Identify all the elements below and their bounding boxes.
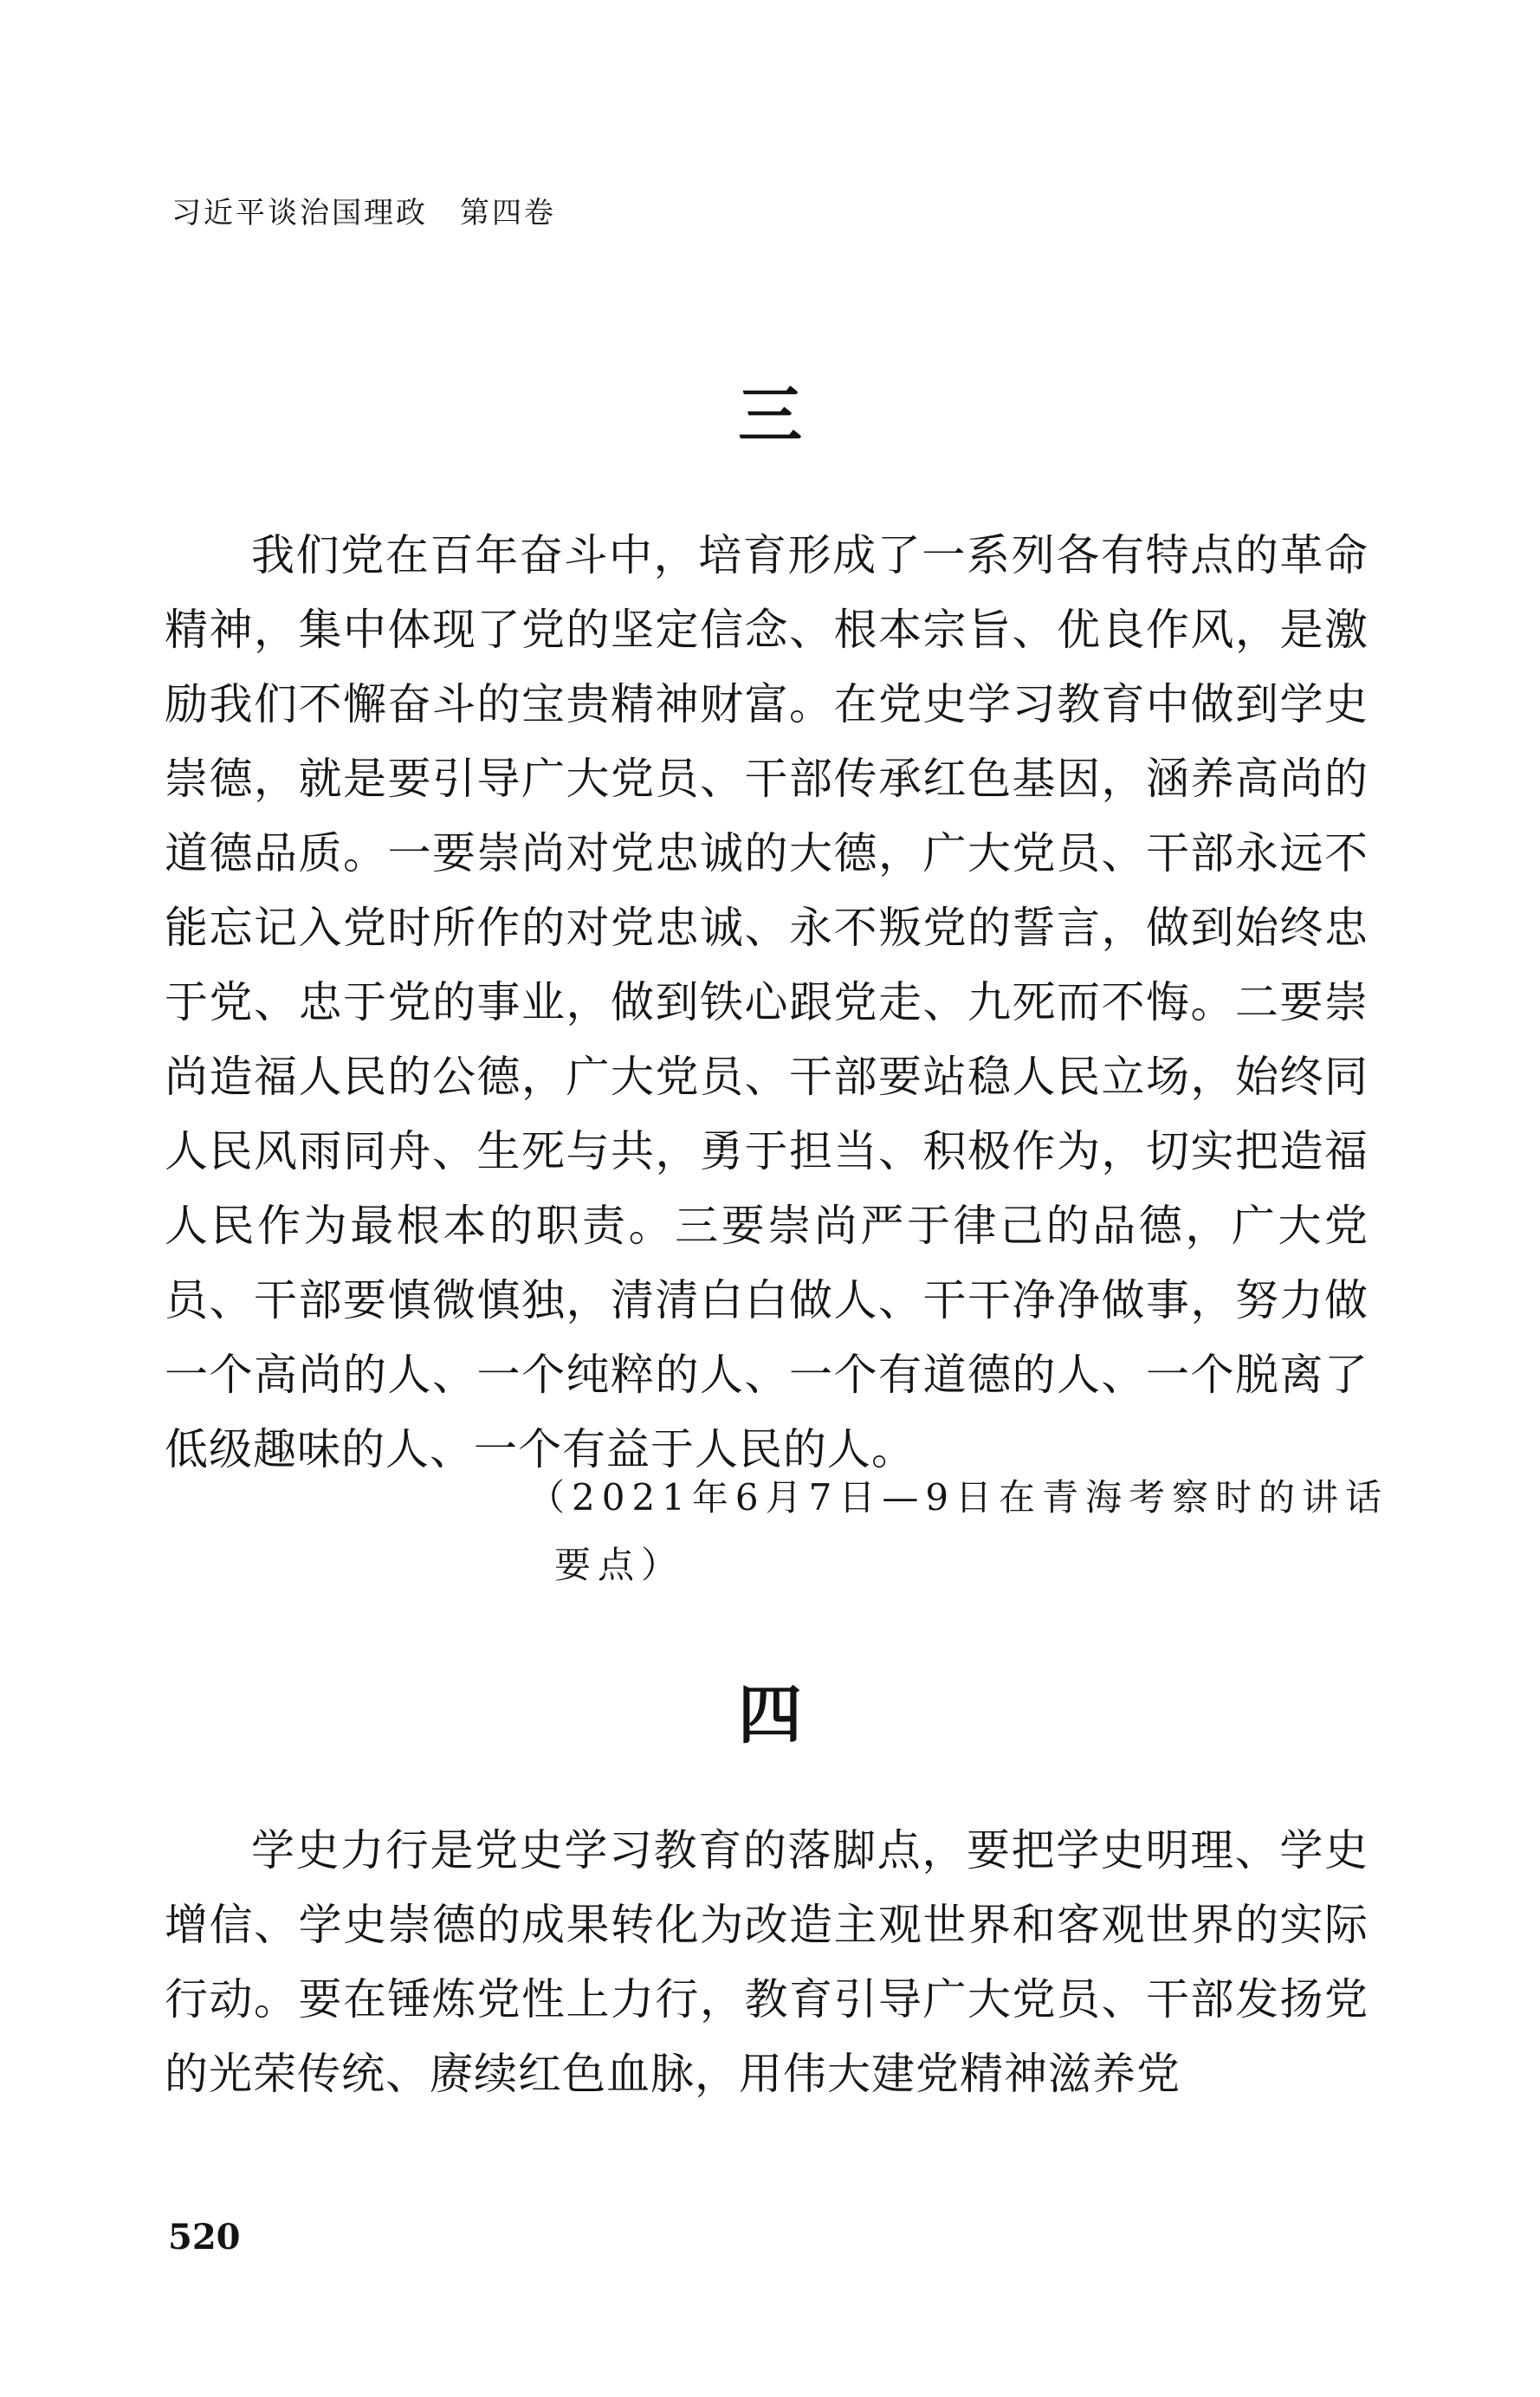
- page-number: 520: [168, 2217, 241, 2258]
- source-note: （2021年6月7日—9日在青海考察时的讲话要点）: [528, 1476, 1389, 1586]
- section-heading-three: 三: [738, 379, 802, 453]
- running-header: 习近平谈治国理政 第四卷: [171, 196, 556, 230]
- section-four-paragraph: 学史力行是党史学习教育的落脚点，要把学史明理、学史增信、学史崇德的成果转化为改造主观世界和客观世界的实际行动。要在锤炼党性上力行，教育引导广大党员、干部发扬党的光荣传统、赓续红色血脉，用伟大建党精神滋养党: [165, 1825, 1369, 2099]
- section-three-paragraph: 我们党在百年奋斗中，培育形成了一系列各有特点的革命精神，集中体现了党的坚定信念、根本宗旨、优良作风，是激励我们不懈奋斗的宝贵精神财富。在党史学习教育中做到学史崇德，就是要引导广大党员、干部传承红色基因，涵养高尚的道德品质。一要崇尚对党忠诚的大德，广大党员、干部永远不能忘记入党时所作的对党忠诚、永不叛党的誓言，做到始终忠于党、忠于党的事业，做到铁心跟党走、九死而不悔。二要崇尚造福人民的公德，广大党员、干部要站稳人民立场，始终同人民风雨同舟、生死与共，勇于担当、积极作为，切实把造福人民作为最根本的职责。三要崇尚严于律己的品德，广大党员、干部要慎微慎独，清清白白做人、干干净净做事，努力做一个高尚的人、一个纯粹的人、一个有道德的人、一个脱离了低级趣味的人、一个有益于人民的人。: [165, 530, 1369, 1474]
- section-heading-four: 四: [738, 1678, 802, 1752]
